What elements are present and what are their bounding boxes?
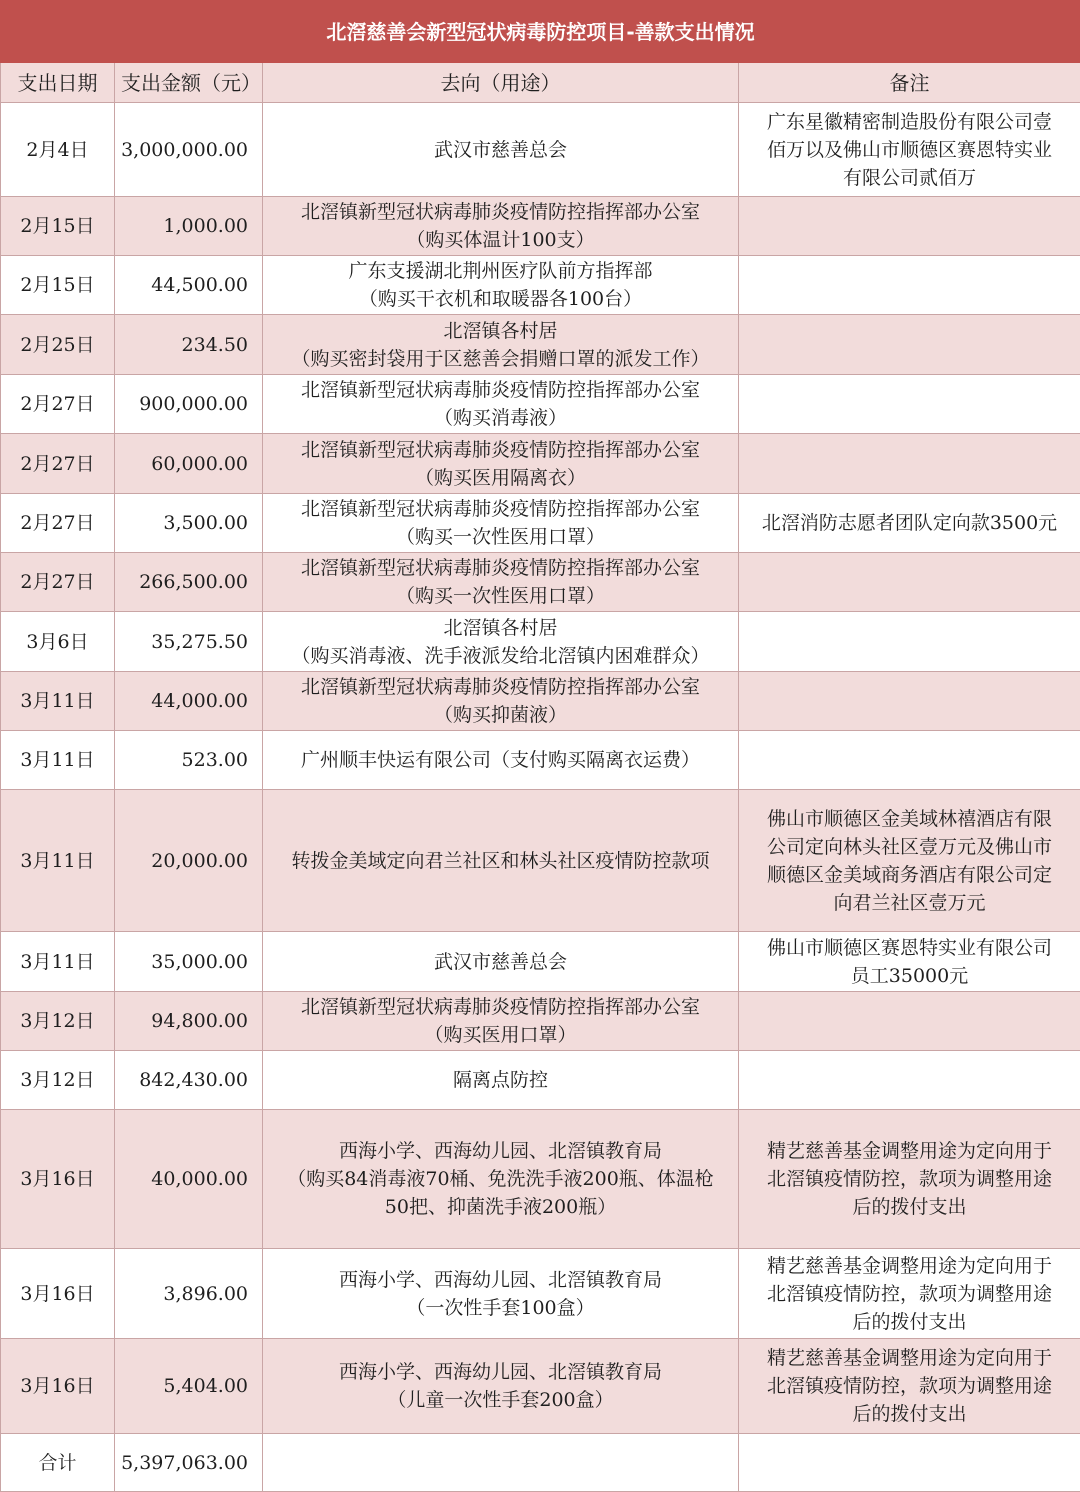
cell-destination: [263, 375, 739, 434]
cell-amount: [115, 494, 263, 553]
cell-date: [1, 103, 115, 197]
cell-date-line: 2月27日: [20, 512, 95, 534]
cell-date-line: 2月27日: [20, 571, 95, 593]
cell-date-line: 3月16日: [20, 1375, 95, 1397]
title-row: [1, 1, 1080, 63]
table-row: [1, 1249, 1080, 1339]
cell-date: [1, 1110, 115, 1249]
cell-amount: [115, 731, 263, 790]
total-label: [1, 1434, 115, 1492]
cell-note: [739, 612, 1080, 672]
cell-destination: [263, 1434, 739, 1492]
cell-destination-line: 西海小学、西海幼儿园、北滘镇教育局: [338, 1361, 662, 1383]
cell-note: [739, 932, 1080, 992]
cell-date: [1, 1339, 115, 1434]
cell-note-line: 精艺慈善基金调整用途为定向用于: [766, 1254, 1052, 1277]
cell-destination-line: （购买医用口罩）: [424, 1024, 577, 1046]
cell-amount: [115, 1339, 263, 1434]
cell-destination-line: （购买医用隔离衣）: [414, 466, 586, 489]
cell-note-line: 公司定向林头社区壹万元及佛山市: [766, 835, 1052, 858]
cell-destination: [263, 256, 739, 315]
cell-note-line: 精艺慈善基金调整用途为定向用于: [766, 1347, 1052, 1369]
cell-destination: [263, 672, 739, 731]
cell-destination: [263, 103, 739, 197]
cell-date-line: 2月4日: [26, 138, 89, 161]
cell-destination: [263, 1051, 739, 1110]
cell-destination: [263, 434, 739, 494]
cell-destination-line: 北滘镇新型冠状病毒肺炎疫情防控指挥部办公室: [300, 676, 700, 698]
cell-destination-line: （购买抑菌液）: [433, 704, 567, 726]
cell-date-line: 2月25日: [20, 333, 95, 356]
cell-amount: [115, 1110, 263, 1249]
cell-destination-line: 武汉市慈善总会: [433, 950, 567, 973]
cell-note: [739, 553, 1080, 612]
cell-amount-line: 1,000.00: [163, 215, 248, 237]
total-amount-line: 5,397,063.00: [121, 1451, 248, 1474]
cell-note-line: 佛山市顺德区赛恩特实业有限公司: [766, 936, 1052, 959]
table-row: [1, 1051, 1080, 1110]
cell-amount: [115, 1249, 263, 1339]
cell-destination-line: 转拨金美域定向君兰社区和林头社区疫情防控款项: [291, 849, 710, 872]
cell-destination-line: 广东支援湖北荆州医疗队前方指挥部: [348, 260, 653, 282]
cell-note-line: 北滘消防志愿者团队定向款3500元: [761, 512, 1058, 534]
cell-destination-line: （购买消毒液、洗手液派发给北滘镇内困难群众）: [291, 644, 710, 667]
header-amount: 支出金额（元）: [115, 63, 263, 103]
cell-note-line: 有限公司贰佰万: [842, 166, 976, 189]
cell-amount-line: 5,404.00: [163, 1375, 248, 1397]
cell-amount-line: 900,000.00: [139, 393, 248, 415]
cell-amount-line: 523.00: [181, 749, 248, 771]
cell-amount-line: 3,000,000.00: [121, 138, 248, 161]
cell-date: [1, 315, 115, 375]
cell-destination-line: 北滘镇各村居: [443, 319, 558, 342]
cell-amount-line: 35,000.00: [151, 950, 248, 973]
cell-note: [739, 1339, 1080, 1434]
table-row: [1, 790, 1080, 932]
cell-destination: [263, 992, 739, 1051]
cell-date-line: 2月27日: [20, 393, 95, 415]
cell-destination: [263, 553, 739, 612]
cell-note: [739, 1110, 1080, 1249]
cell-date: [1, 434, 115, 494]
cell-destination-line: 50把、抑菌洗手液200瓶）: [384, 1196, 617, 1218]
cell-destination: [263, 315, 739, 375]
cell-note: [739, 1249, 1080, 1339]
table-row: [1, 612, 1080, 672]
cell-note: [739, 256, 1080, 315]
table-row: [1, 256, 1080, 315]
cell-date: [1, 494, 115, 553]
cell-date: [1, 731, 115, 790]
cell-date: [1, 1249, 115, 1339]
cell-destination-line: 北滘镇新型冠状病毒肺炎疫情防控指挥部办公室: [300, 996, 700, 1018]
cell-date-line: 3月11日: [20, 749, 95, 771]
table-row: [1, 672, 1080, 731]
cell-amount-line: 20,000.00: [151, 849, 248, 872]
cell-amount-line: 3,896.00: [163, 1282, 248, 1305]
cell-destination: [263, 612, 739, 672]
expense-table-body: [1, 1, 1080, 1492]
cell-date: [1, 790, 115, 932]
cell-date-line: 3月6日: [26, 630, 89, 653]
cell-amount: [115, 103, 263, 197]
cell-note: [739, 197, 1080, 256]
cell-destination-line: （购买密封袋用于区慈善会捐赠口罩的派发工作）: [291, 347, 710, 370]
cell-destination-line: 北滘镇新型冠状病毒肺炎疫情防控指挥部办公室: [300, 201, 700, 223]
cell-date-line: 3月16日: [20, 1168, 95, 1190]
cell-note-line: 顺德区金美域商务酒店有限公司定: [766, 863, 1052, 886]
cell-note: [739, 1051, 1080, 1110]
cell-note-line: 后的拨付支出: [852, 1403, 967, 1425]
cell-destination-line: （购买消毒液）: [433, 407, 567, 429]
cell-amount: [115, 992, 263, 1051]
cell-date-line: 3月16日: [20, 1282, 95, 1305]
cell-destination-line: 北滘镇新型冠状病毒肺炎疫情防控指挥部办公室: [300, 379, 700, 401]
header-note: 备注: [739, 63, 1080, 103]
cell-amount-line: 94,800.00: [151, 1010, 248, 1032]
cell-note: [739, 103, 1080, 197]
cell-note: [739, 375, 1080, 434]
total-row: [1, 1434, 1080, 1492]
cell-note: [739, 992, 1080, 1051]
table-row: [1, 731, 1080, 790]
cell-note: [739, 1434, 1080, 1492]
cell-date: [1, 932, 115, 992]
cell-destination-line: 北滘镇新型冠状病毒肺炎疫情防控指挥部办公室: [300, 438, 700, 461]
cell-destination: [263, 197, 739, 256]
cell-note: [739, 494, 1080, 553]
cell-destination-line: 武汉市慈善总会: [433, 138, 567, 161]
header-destination: 去向（用途）: [263, 63, 739, 103]
cell-destination-line: 西海小学、西海幼儿园、北滘镇教育局: [338, 1140, 662, 1162]
table-row: [1, 932, 1080, 992]
cell-destination-line: （购买84消毒液70桶、免洗洗手液200瓶、体温枪: [287, 1168, 714, 1190]
table-row: [1, 434, 1080, 494]
table-row: [1, 103, 1080, 197]
cell-amount: [115, 315, 263, 375]
cell-note-line: 精艺慈善基金调整用途为定向用于: [766, 1140, 1052, 1162]
cell-date: [1, 992, 115, 1051]
cell-date-line: 3月12日: [20, 1010, 95, 1032]
cell-amount-line: 266,500.00: [139, 571, 248, 593]
cell-destination: [263, 932, 739, 992]
cell-amount: [115, 197, 263, 256]
cell-note: [739, 790, 1080, 932]
table-row: [1, 992, 1080, 1051]
cell-note: [739, 315, 1080, 375]
cell-amount: [115, 672, 263, 731]
cell-date-line: 2月15日: [20, 215, 95, 237]
cell-destination-line: （儿童一次性手套200盒）: [387, 1389, 614, 1411]
cell-note-line: 佰万以及佛山市顺德区赛恩特实业: [766, 138, 1052, 161]
table-row: [1, 197, 1080, 256]
table-row: [1, 315, 1080, 375]
cell-destination-line: 北滘镇新型冠状病毒肺炎疫情防控指挥部办公室: [300, 557, 700, 579]
cell-destination: [263, 1339, 739, 1434]
cell-destination: [263, 1110, 739, 1249]
cell-date: [1, 612, 115, 672]
cell-note-line: 北滘镇疫情防控，款项为调整用途: [766, 1282, 1052, 1305]
cell-note-line: 北滘镇疫情防控，款项为调整用途: [766, 1168, 1052, 1190]
cell-note-line: 后的拨付支出: [852, 1310, 967, 1333]
table-row: [1, 375, 1080, 434]
cell-destination-line: （购买一次性医用口罩）: [395, 585, 605, 607]
cell-note: [739, 434, 1080, 494]
cell-amount: [115, 375, 263, 434]
cell-date: [1, 197, 115, 256]
cell-amount-line: 60,000.00: [151, 452, 248, 475]
cell-destination-line: （一次性手套100盒）: [406, 1296, 595, 1319]
cell-destination: [263, 494, 739, 553]
cell-amount: [115, 790, 263, 932]
cell-note: [739, 731, 1080, 790]
cell-destination-line: （购买干衣机和取暖器各100台）: [358, 288, 643, 310]
cell-destination-line: 北滘镇新型冠状病毒肺炎疫情防控指挥部办公室: [300, 498, 700, 520]
cell-note-line: 后的拨付支出: [852, 1196, 967, 1218]
cell-date: [1, 375, 115, 434]
header-row: [1, 63, 1080, 103]
table-row: [1, 553, 1080, 612]
cell-amount-line: 44,500.00: [151, 274, 248, 296]
total-amount: [115, 1434, 263, 1492]
cell-amount: [115, 1051, 263, 1110]
table-row: [1, 494, 1080, 553]
cell-note-line: 向君兰社区壹万元: [833, 891, 986, 914]
table-row: [1, 1339, 1080, 1434]
cell-amount-line: 234.50: [181, 333, 248, 356]
cell-destination-line: 隔离点防控: [452, 1069, 548, 1091]
cell-destination-line: （购买一次性医用口罩）: [395, 526, 605, 548]
cell-destination-line: 广州顺丰快运有限公司（支付购买隔离衣运费）: [300, 749, 700, 771]
cell-date-line: 3月11日: [20, 690, 95, 712]
cell-amount-line: 44,000.00: [151, 690, 248, 712]
cell-note-line: 北滘镇疫情防控，款项为调整用途: [766, 1375, 1052, 1397]
cell-amount-line: 842,430.00: [139, 1069, 248, 1091]
header-date: 支出日期: [1, 63, 115, 103]
cell-destination: [263, 731, 739, 790]
cell-date-line: 3月12日: [20, 1069, 95, 1091]
table-row: [1, 1110, 1080, 1249]
cell-amount-line: 35,275.50: [151, 630, 248, 653]
cell-amount: [115, 553, 263, 612]
cell-amount: [115, 256, 263, 315]
cell-date-line: 2月27日: [20, 452, 95, 475]
cell-destination: [263, 1249, 739, 1339]
cell-amount: [115, 612, 263, 672]
cell-destination-line: 北滘镇各村居: [443, 616, 558, 639]
cell-date-line: 3月11日: [20, 849, 95, 872]
cell-note-line: 广东星徽精密制造股份有限公司壹: [766, 110, 1052, 133]
cell-amount: [115, 932, 263, 992]
cell-note-line: 员工35000元: [850, 964, 969, 987]
cell-date: [1, 672, 115, 731]
cell-amount-line: 3,500.00: [163, 512, 248, 534]
cell-destination-line: （购买体温计100支）: [406, 229, 595, 251]
cell-date-line: 3月11日: [20, 950, 95, 973]
cell-date: [1, 1051, 115, 1110]
cell-date-line: 2月15日: [20, 274, 95, 296]
table-title: 北滘慈善会新型冠状病毒防控项目-善款支出情况: [1, 1, 1080, 63]
cell-note: [739, 672, 1080, 731]
cell-amount: [115, 434, 263, 494]
cell-note-line: 佛山市顺德区金美域林禧酒店有限: [766, 807, 1052, 830]
cell-amount-line: 40,000.00: [151, 1168, 248, 1190]
cell-destination-line: 西海小学、西海幼儿园、北滘镇教育局: [338, 1268, 662, 1291]
cell-date: [1, 256, 115, 315]
cell-date: [1, 553, 115, 612]
cell-destination: [263, 790, 739, 932]
total-label-line: 合计: [38, 1451, 77, 1474]
